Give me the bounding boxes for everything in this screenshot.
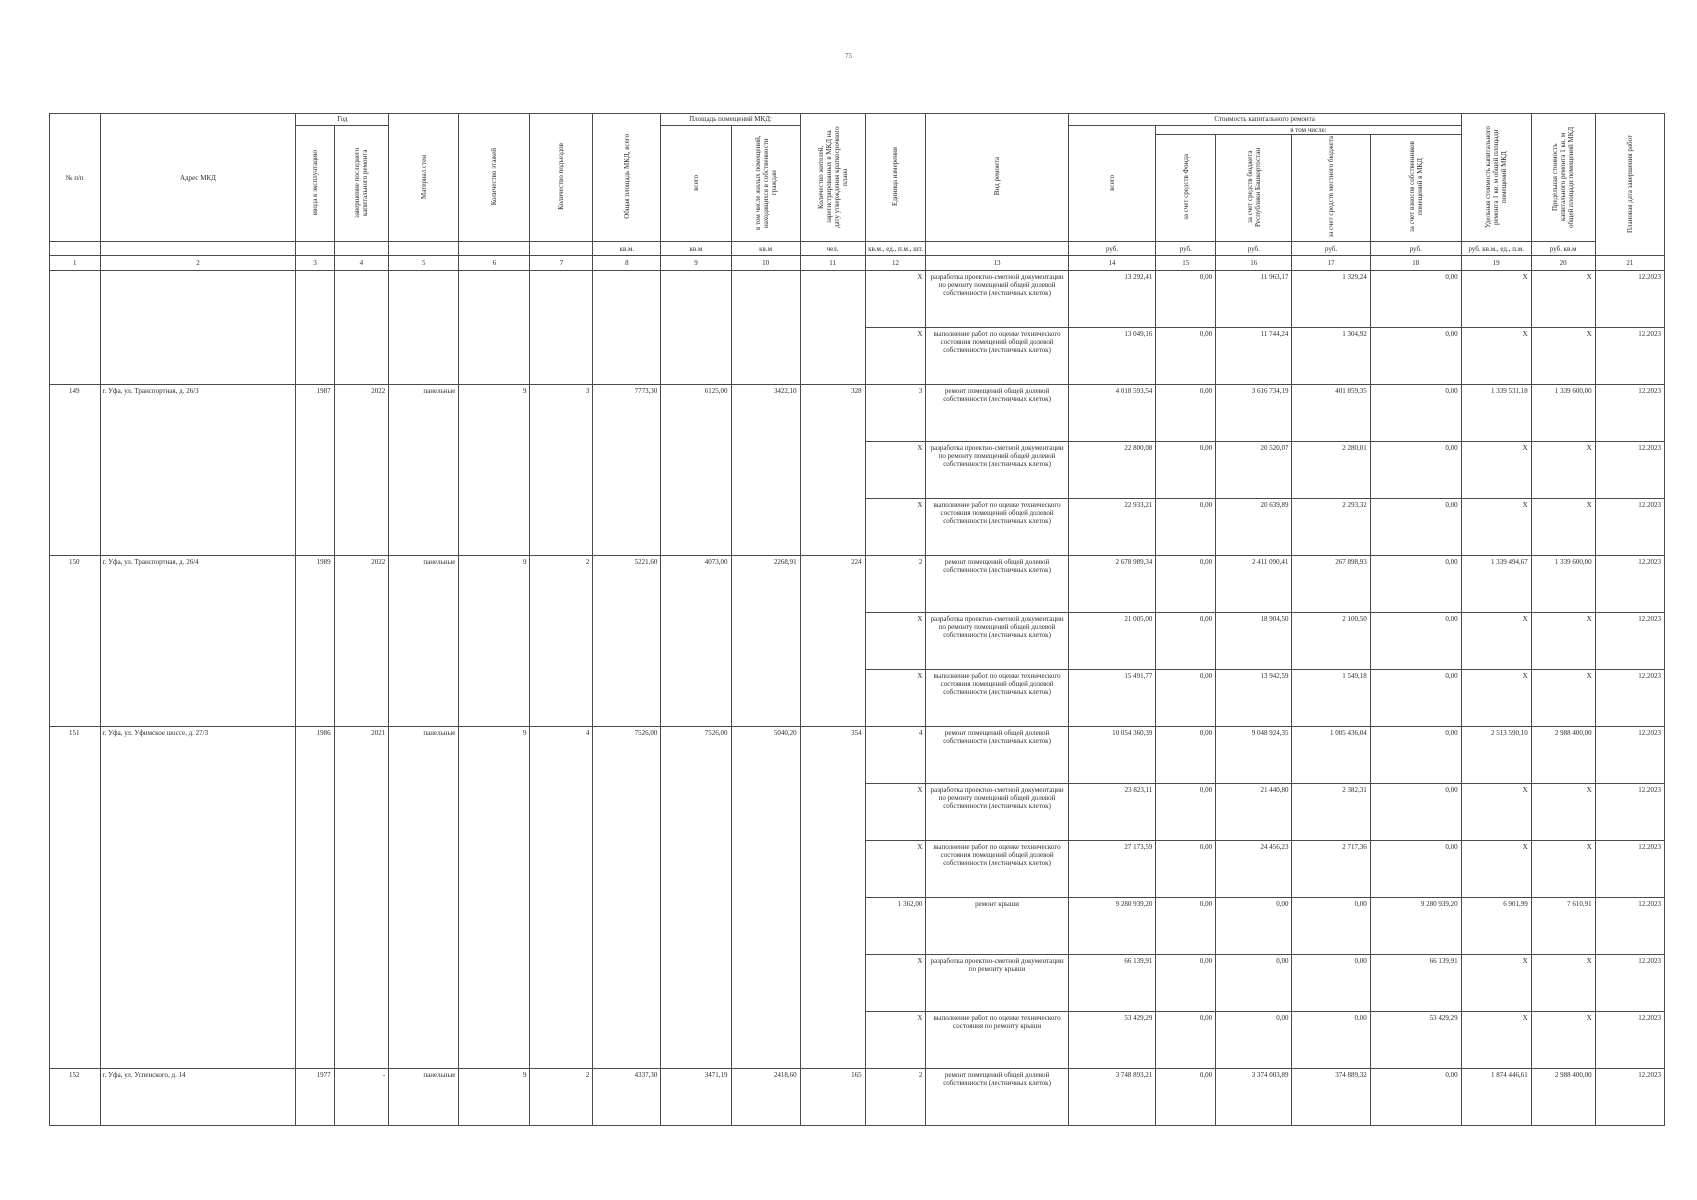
unit-cell: [50, 242, 101, 256]
planned-date: 12.2023: [1595, 271, 1664, 328]
planned-date: 12.2023: [1595, 385, 1664, 442]
cost-total: 53 429,29: [1068, 1012, 1156, 1069]
header-premises-total: всего: [661, 126, 731, 242]
max-cost: X: [1531, 442, 1595, 499]
cost-fund: 0,00: [1156, 784, 1216, 841]
cost-owners: 0,00: [1370, 328, 1461, 385]
column-number: 12: [865, 256, 926, 271]
specific-cost: X: [1461, 670, 1531, 727]
cost-rb: 20 639,89: [1216, 499, 1292, 556]
cost-fund: 0,00: [1156, 1012, 1216, 1069]
work-type: выполнение работ по оценке технического состояния помещений общей долевой собственности (лестничных клеток): [926, 328, 1068, 385]
year-last-repair: 2022: [334, 385, 389, 556]
specific-cost: 1 339 494,67: [1461, 556, 1531, 613]
work-unit: X: [865, 499, 926, 556]
cost-total: 21 005,00: [1068, 613, 1156, 670]
planned-date: 12.2023: [1595, 727, 1664, 784]
max-cost: 2 988 400,00: [1531, 1069, 1595, 1126]
row-number: 149: [50, 385, 101, 556]
total-area: 4337,30: [593, 1069, 661, 1126]
house-cell-empty: [459, 271, 530, 385]
cost-fund: 0,00: [1156, 271, 1216, 328]
house-address: г. Уфа, ул. Транспортная, д. 26/4: [100, 556, 296, 727]
floors: 9: [459, 727, 530, 1069]
house-cell-empty: [800, 271, 865, 385]
planned-date: 12.2023: [1595, 613, 1664, 670]
cost-rb: 9 048 924,35: [1216, 727, 1292, 784]
cost-local: 2 382,31: [1292, 784, 1370, 841]
max-cost: X: [1531, 328, 1595, 385]
work-type: ремонт помещений общей долевой собственности (лестничных клеток): [926, 727, 1068, 784]
house-address: г. Уфа, ул. Успенского, д. 14: [100, 1069, 296, 1126]
work-unit: X: [865, 784, 926, 841]
cost-fund: 0,00: [1156, 442, 1216, 499]
house-cell-empty: [731, 271, 800, 385]
header-cost-group: Стоимость капитального ремонта: [1068, 114, 1461, 126]
cost-owners: 66 139,91: [1370, 955, 1461, 1012]
specific-cost: X: [1461, 955, 1531, 1012]
cost-total: 10 054 360,39: [1068, 727, 1156, 784]
cost-fund: 0,00: [1156, 955, 1216, 1012]
cost-owners: 0,00: [1370, 385, 1461, 442]
header-cost-fund: за счет средств Фонда: [1156, 135, 1216, 242]
cost-total: 66 139,91: [1068, 955, 1156, 1012]
header-cost-local: за счет средств местного бюджета: [1292, 135, 1370, 242]
cost-local: 0,00: [1292, 955, 1370, 1012]
planned-date: 12.2023: [1595, 841, 1664, 898]
cost-owners: 0,00: [1370, 442, 1461, 499]
column-number: 7: [530, 256, 593, 271]
work-unit: 3: [865, 385, 926, 442]
residential-area: 5040,20: [731, 727, 800, 1069]
cost-fund: 0,00: [1156, 841, 1216, 898]
header-year-group: Год: [296, 114, 389, 126]
year-last-repair: 2022: [334, 556, 389, 727]
header-work-type: Вид ремонта: [926, 114, 1068, 242]
column-number: 14: [1068, 256, 1156, 271]
column-number: 10: [731, 256, 800, 271]
planned-date: 12.2023: [1595, 670, 1664, 727]
header-wall-material: Материал стен: [389, 114, 459, 242]
unit-rub: руб.: [1370, 242, 1461, 256]
residential-area: 2268,91: [731, 556, 800, 727]
cost-local: 1 304,92: [1292, 328, 1370, 385]
column-number: 13: [926, 256, 1068, 271]
specific-cost: X: [1461, 442, 1531, 499]
residents-count: 224: [800, 556, 865, 727]
residential-area: 3422,10: [731, 385, 800, 556]
planned-date: 12.2023: [1595, 442, 1664, 499]
cost-fund: 0,00: [1156, 499, 1216, 556]
unit-cell: [389, 242, 459, 256]
cost-rb: 11 744,24: [1216, 328, 1292, 385]
max-cost: X: [1531, 955, 1595, 1012]
column-number: 1: [50, 256, 101, 271]
column-number: 2: [100, 256, 296, 271]
unit-people: чел.: [800, 242, 865, 256]
cost-fund: 0,00: [1156, 613, 1216, 670]
cost-owners: 0,00: [1370, 670, 1461, 727]
column-number: 16: [1216, 256, 1292, 271]
cost-owners: 0,00: [1370, 556, 1461, 613]
cost-total: 4 018 593,54: [1068, 385, 1156, 442]
repair-plan-table: [49, 113, 1665, 1126]
specific-cost: X: [1461, 1012, 1531, 1069]
header-including: в том числе:: [1156, 126, 1461, 135]
planned-date: 12.2023: [1595, 898, 1664, 955]
header-year-commission: ввода в эксплуатацию: [296, 126, 334, 242]
table-row: [50, 1069, 1665, 1126]
unit-cell: [334, 242, 389, 256]
wall-material: панельные: [389, 556, 459, 727]
max-cost: 1 339 600,00: [1531, 385, 1595, 442]
cost-total: 2 678 989,34: [1068, 556, 1156, 613]
header-planned-date: Плановая дата завершения работ: [1595, 114, 1664, 256]
cost-total: 9 280 939,20: [1068, 898, 1156, 955]
cost-local: 374 889,32: [1292, 1069, 1370, 1126]
column-number: 3: [296, 256, 334, 271]
specific-cost: 1 874 446,61: [1461, 1069, 1531, 1126]
total-area: 5221,60: [593, 556, 661, 727]
cost-fund: 0,00: [1156, 670, 1216, 727]
work-type: разработка проектно-сметной документации по ремонту помещений общей долевой собственности (лестничных клеток): [926, 613, 1068, 670]
unit-cell: [530, 242, 593, 256]
work-unit: X: [865, 955, 926, 1012]
floors: 9: [459, 556, 530, 727]
table-row: [50, 556, 1665, 613]
column-number: 18: [1370, 256, 1461, 271]
cost-owners: 53 429,29: [1370, 1012, 1461, 1069]
header-cost-rb: за счет средств бюджета Республики Башкортостан: [1216, 135, 1292, 242]
header-max-cost: Предельная стоимость капитального ремонта 1 кв. м общей площади помещений МКД: [1531, 114, 1595, 242]
planned-date: 12.2023: [1595, 955, 1664, 1012]
unit-cell: [459, 242, 530, 256]
cost-owners: 0,00: [1370, 271, 1461, 328]
planned-date: 12.2023: [1595, 556, 1664, 613]
max-cost: X: [1531, 841, 1595, 898]
max-cost: X: [1531, 499, 1595, 556]
planned-date: 12.2023: [1595, 1069, 1664, 1126]
premises-area: 7526,00: [661, 727, 731, 1069]
specific-cost: 6 901,99: [1461, 898, 1531, 955]
unit-rub: руб.: [1068, 242, 1156, 256]
cost-owners: 0,00: [1370, 613, 1461, 670]
max-cost: 7 610,91: [1531, 898, 1595, 955]
cost-total: 3 748 893,21: [1068, 1069, 1156, 1126]
cost-local: 267 898,93: [1292, 556, 1370, 613]
house-cell-empty: [530, 271, 593, 385]
residents-count: 165: [800, 1069, 865, 1126]
max-cost: 2 988 400,00: [1531, 727, 1595, 784]
cost-owners: 0,00: [1370, 841, 1461, 898]
work-unit: 1 362,00: [865, 898, 926, 955]
cost-rb: 0,00: [1216, 898, 1292, 955]
cost-rb: 11 963,17: [1216, 271, 1292, 328]
cost-rb: 18 904,50: [1216, 613, 1292, 670]
work-unit: X: [865, 841, 926, 898]
specific-cost: X: [1461, 613, 1531, 670]
cost-total: 22 800,08: [1068, 442, 1156, 499]
cost-owners: 0,00: [1370, 1069, 1461, 1126]
cost-local: 2 100,50: [1292, 613, 1370, 670]
residents-count: 354: [800, 727, 865, 1069]
house-cell-empty: [100, 271, 296, 385]
work-unit: X: [865, 271, 926, 328]
specific-cost: 1 339 531,18: [1461, 385, 1531, 442]
specific-cost: 2 513 590,10: [1461, 727, 1531, 784]
cost-rb: 2 411 090,41: [1216, 556, 1292, 613]
cost-rb: 0,00: [1216, 955, 1292, 1012]
work-type: выполнение работ по оценке технического состояния помещений общей долевой собственности (лестничных клеток): [926, 841, 1068, 898]
table-row: [50, 727, 1665, 784]
work-type: разработка проектно-сметной документации по ремонту помещений общей долевой собственности (лестничных клеток): [926, 442, 1068, 499]
cost-rb: 20 520,07: [1216, 442, 1292, 499]
planned-date: 12.2023: [1595, 1012, 1664, 1069]
unit-premises: кв.м: [661, 242, 731, 256]
unit-rub: руб.: [1292, 242, 1370, 256]
wall-material: панельные: [389, 727, 459, 1069]
unit-measure: кв.м., ед., п.м., шт.: [865, 242, 926, 256]
cost-total: 23 823,11: [1068, 784, 1156, 841]
year-commission: 1987: [296, 385, 334, 556]
cost-fund: 0,00: [1156, 898, 1216, 955]
entrances: 2: [530, 556, 593, 727]
planned-date: 12.2023: [1595, 328, 1664, 385]
unit-cell: [100, 242, 296, 256]
entrances: 4: [530, 727, 593, 1069]
column-number: 6: [459, 256, 530, 271]
cost-total: 22 933,21: [1068, 499, 1156, 556]
work-type: ремонт помещений общей долевой собственности (лестничных клеток): [926, 1069, 1068, 1126]
cost-local: 2 717,36: [1292, 841, 1370, 898]
header-specific-cost: Удельная стоимость капитального ремонта 1 кв. м общей площади помещений МКД: [1461, 114, 1531, 242]
unit-residential: кв.м: [731, 242, 800, 256]
cost-rb: 3 616 734,19: [1216, 385, 1292, 442]
column-number: 8: [593, 256, 661, 271]
wall-material: панельные: [389, 385, 459, 556]
cost-owners: 9 280 939,20: [1370, 898, 1461, 955]
residential-area: 2418,60: [731, 1069, 800, 1126]
table-header: [50, 114, 1665, 256]
max-cost: X: [1531, 670, 1595, 727]
cost-fund: 0,00: [1156, 1069, 1216, 1126]
work-type: разработка проектно-сметной документации по ремонту крыши: [926, 955, 1068, 1012]
year-last-repair: -: [334, 1069, 389, 1126]
work-unit: 4: [865, 727, 926, 784]
cost-total: 15 491,77: [1068, 670, 1156, 727]
work-unit: X: [865, 1012, 926, 1069]
page-number: 75: [845, 52, 852, 60]
work-type: ремонт помещений общей долевой собственности (лестничных клеток): [926, 385, 1068, 442]
work-type: выполнение работ по оценке технического состояния по ремонту крыши: [926, 1012, 1068, 1069]
entrances: 3: [530, 385, 593, 556]
table-row: [50, 271, 1665, 328]
table-body: [50, 271, 1665, 1126]
house-cell-empty: [593, 271, 661, 385]
table-row: [50, 385, 1665, 442]
cost-owners: 0,00: [1370, 727, 1461, 784]
house-cell-empty: [661, 271, 731, 385]
house-cell-empty: [389, 271, 459, 385]
header-entrances: Количество подъездов: [530, 114, 593, 242]
work-type: разработка проектно-сметной документации по ремонту помещений общей долевой собственности (лестничных клеток): [926, 271, 1068, 328]
cost-local: 0,00: [1292, 898, 1370, 955]
specific-cost: X: [1461, 841, 1531, 898]
unit-rub: руб.: [1156, 242, 1216, 256]
column-number: 5: [389, 256, 459, 271]
house-cell-empty: [334, 271, 389, 385]
unit-area: кв.м.: [593, 242, 661, 256]
house-cell-empty: [50, 271, 101, 385]
work-type: выполнение работ по оценке технического состояния помещений общей долевой собственности (лестничных клеток): [926, 499, 1068, 556]
max-cost: X: [1531, 784, 1595, 841]
cost-local: 2 293,32: [1292, 499, 1370, 556]
max-cost: 1 339 600,00: [1531, 556, 1595, 613]
header-cost-total: всего: [1068, 126, 1156, 242]
residents-count: 328: [800, 385, 865, 556]
header-total-area: Общая площадь МКД, всего: [593, 114, 661, 242]
header-unit: Единица измерения: [865, 114, 926, 242]
cost-owners: 0,00: [1370, 784, 1461, 841]
column-number: 21: [1595, 256, 1664, 271]
cost-total: 13 292,41: [1068, 271, 1156, 328]
header-premises-residential: в том числе жилых помещений, находящихся в собственности граждан: [731, 126, 800, 242]
total-area: 7526,00: [593, 727, 661, 1069]
unit-rub: руб.: [1216, 242, 1292, 256]
max-cost: X: [1531, 271, 1595, 328]
header-floors: Количество этажей: [459, 114, 530, 242]
planned-date: 12.2023: [1595, 784, 1664, 841]
column-number: 17: [1292, 256, 1370, 271]
column-number: 19: [1461, 256, 1531, 271]
header-cost-owners: за счет взносов собственников помещений в МКД: [1370, 135, 1461, 242]
cost-rb: 21 440,80: [1216, 784, 1292, 841]
year-commission: 1977: [296, 1069, 334, 1126]
column-number: 20: [1531, 256, 1595, 271]
header-address: Адрес МКД: [100, 114, 296, 242]
specific-cost: X: [1461, 328, 1531, 385]
cost-fund: 0,00: [1156, 727, 1216, 784]
cost-total: 13 049,16: [1068, 328, 1156, 385]
cost-rb: 0,00: [1216, 1012, 1292, 1069]
cost-fund: 0,00: [1156, 385, 1216, 442]
cost-local: 1 005 436,04: [1292, 727, 1370, 784]
unit-specific: руб. кв.м., ед., п.м.: [1461, 242, 1531, 256]
cost-rb: 3 374 003,89: [1216, 1069, 1292, 1126]
cost-local: 1 549,18: [1292, 670, 1370, 727]
cost-total: 27 173,59: [1068, 841, 1156, 898]
premises-area: 6125,00: [661, 385, 731, 556]
cost-local: 1 329,24: [1292, 271, 1370, 328]
premises-area: 3471,19: [661, 1069, 731, 1126]
specific-cost: X: [1461, 784, 1531, 841]
column-number: 4: [334, 256, 389, 271]
header-residents: Количество жителей, зарегистрированных в МКД на дату утверждения краткосрочного плана: [800, 114, 865, 242]
column-number: 11: [800, 256, 865, 271]
year-last-repair: 2021: [334, 727, 389, 1069]
cost-fund: 0,00: [1156, 328, 1216, 385]
cost-local: 401 859,35: [1292, 385, 1370, 442]
work-unit: X: [865, 613, 926, 670]
work-type: ремонт помещений общей долевой собственности (лестничных клеток): [926, 556, 1068, 613]
work-unit: 2: [865, 1069, 926, 1126]
entrances: 2: [530, 1069, 593, 1126]
house-cell-empty: [296, 271, 334, 385]
year-commission: 1989: [296, 556, 334, 727]
header-year-last-repair: завершение последнего капитального ремонта: [334, 126, 389, 242]
cost-rb: 24 456,23: [1216, 841, 1292, 898]
cost-fund: 0,00: [1156, 556, 1216, 613]
max-cost: X: [1531, 613, 1595, 670]
premises-area: 4073,00: [661, 556, 731, 727]
cost-local: 2 280,01: [1292, 442, 1370, 499]
column-number: 15: [1156, 256, 1216, 271]
year-commission: 1986: [296, 727, 334, 1069]
work-unit: X: [865, 328, 926, 385]
unit-cell: [296, 242, 334, 256]
header-premises-group: Площадь помещений МКД:: [661, 114, 800, 126]
unit-cell: [926, 242, 1068, 256]
house-address: г. Уфа, ул. Уфимское шоссе, д. 27/3: [100, 727, 296, 1069]
work-unit: 2: [865, 556, 926, 613]
cost-rb: 13 942,59: [1216, 670, 1292, 727]
work-unit: X: [865, 670, 926, 727]
column-numbers-row: [50, 256, 1665, 271]
work-type: выполнение работ по оценке технического состояния помещений общей долевой собственности (лестничных клеток): [926, 670, 1068, 727]
specific-cost: X: [1461, 499, 1531, 556]
total-area: 7773,30: [593, 385, 661, 556]
row-number: 150: [50, 556, 101, 727]
floors: 9: [459, 1069, 530, 1126]
row-number: 152: [50, 1069, 101, 1126]
max-cost: X: [1531, 1012, 1595, 1069]
work-type: разработка проектно-сметной документации по ремонту помещений общей долевой собственности (лестничных клеток): [926, 784, 1068, 841]
header-num: № п/п: [50, 114, 101, 242]
column-number: 9: [661, 256, 731, 271]
specific-cost: X: [1461, 271, 1531, 328]
wall-material: панельные: [389, 1069, 459, 1126]
house-address: г. Уфа, ул. Транспортная, д. 26/3: [100, 385, 296, 556]
floors: 9: [459, 385, 530, 556]
planned-date: 12.2023: [1595, 499, 1664, 556]
work-type: ремонт крыши: [926, 898, 1068, 955]
cost-local: 0,00: [1292, 1012, 1370, 1069]
row-number: 151: [50, 727, 101, 1069]
work-unit: X: [865, 442, 926, 499]
cost-owners: 0,00: [1370, 499, 1461, 556]
unit-max: руб. кв.м: [1531, 242, 1595, 256]
